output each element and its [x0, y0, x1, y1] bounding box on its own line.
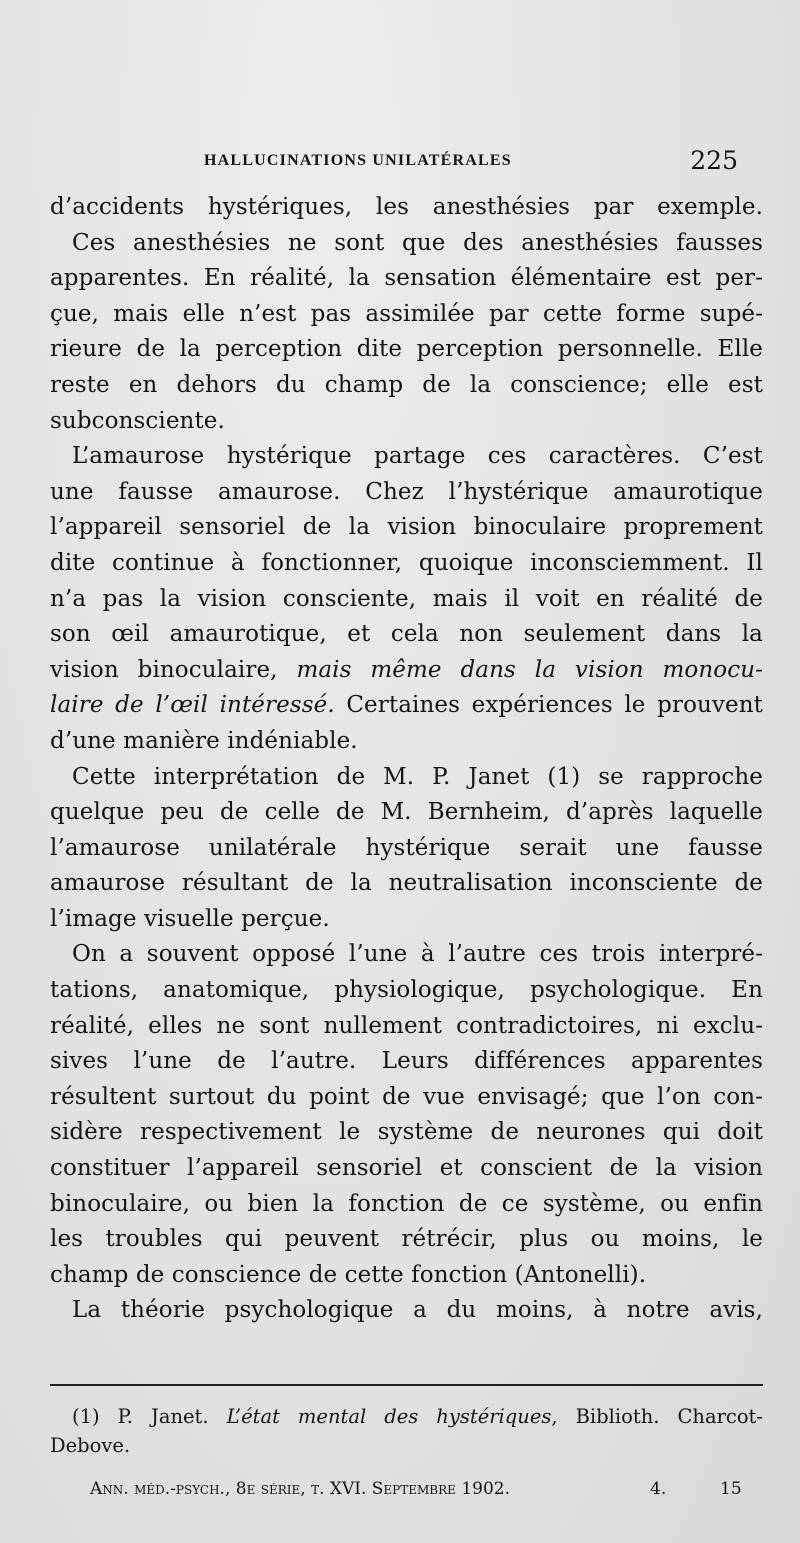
footnote-rule — [50, 1384, 763, 1386]
text-line: tations, anatomique, physiologique, psychologique. En — [50, 977, 763, 1004]
text-line: amaurose résultant de la neutralisation inconsciente de — [50, 870, 763, 897]
text-line: binoculaire, ou bien la fonction de ce système, ou enfin — [50, 1190, 763, 1217]
text-line: d’accidents hystériques, les anesthésies par exemple. — [50, 194, 763, 220]
text-run: Certaines expériences le prouvent — [334, 692, 763, 719]
text-line: champ de conscience de cette fonction (Antonelli). — [50, 1261, 647, 1288]
text-line: constituer l’appareil sensoriel et conscient de la vision — [50, 1155, 763, 1182]
text-line: sives l’une de l’autre. Leurs différences apparentes — [50, 1048, 763, 1075]
text-line-mixed — [50, 688, 763, 724]
running-head — [50, 146, 742, 180]
printer-signature — [90, 1475, 750, 1503]
text-line: La théorie psychologique a du moins, à notre avis, — [72, 1297, 763, 1324]
footnote — [50, 1402, 763, 1460]
text-line: subconsciente. — [50, 407, 225, 434]
page-number: 225 — [690, 146, 738, 175]
footnote-line — [50, 1402, 763, 1431]
text-line: quelque peu de celle de M. Bernheim, d’après laquelle — [50, 799, 763, 826]
running-title: HALLUCINATIONS UNILATÉRALES — [204, 152, 512, 169]
text-line: rieure de la perception dite perception personnelle. Elle — [50, 336, 763, 363]
text-line: résultent surtout du point de vue envisagé; que l’on con- — [50, 1083, 763, 1110]
footnote-prefix: (1) P. Janet. — [72, 1405, 227, 1428]
footnote-title: L’état mental des hystériques — [226, 1405, 552, 1428]
footnote-suffix: , Biblioth. Charcot- — [551, 1405, 763, 1428]
italic-run: mais même dans la vision monocu- — [296, 656, 763, 683]
text-line: n’a pas la vision consciente, mais il voit en réalité de — [50, 585, 763, 612]
text-line: Cette interprétation de M. P. Janet (1) se rapproche — [72, 763, 763, 790]
footnote-line: Debove. — [50, 1434, 131, 1457]
italic-run: laire de l’œil intéressé. — [50, 692, 335, 719]
text-line: l’image visuelle perçue. — [50, 905, 330, 932]
text-line: dite continue à fonctionner, quoique inconsciemment. Il — [50, 549, 763, 576]
signature-number: 4. — [650, 1479, 667, 1499]
text-line: sidère respectivement le système de neurones qui doit — [50, 1119, 763, 1146]
text-line: On a souvent opposé l’une à l’autre ces trois interpré- — [72, 941, 763, 968]
body-text — [50, 190, 763, 1329]
text-line: son œil amaurotique, et cela non seulement dans la — [50, 621, 763, 648]
text-line: l’amaurose unilatérale hystérique serait une fausse — [50, 834, 763, 861]
text-line: apparentes. En réalité, la sensation élémentaire est per- — [50, 265, 763, 292]
text-line: L’amaurose hystérique partage ces caractères. C’est — [72, 443, 763, 470]
text-line: reste en dehors du champ de la conscience; elle est — [50, 371, 763, 398]
text-line: Ces anesthésies ne sont que des anesthésies fausses — [72, 229, 763, 256]
text-line-mixed — [50, 653, 763, 689]
text-line: d’une manière indéniable. — [50, 727, 358, 754]
text-line: réalité, elles ne sont nullement contradictoires, ni exclu- — [50, 1012, 763, 1039]
text-run: vision binoculaire, — [50, 656, 297, 683]
text-line: une fausse amaurose. Chez l’hystérique amaurotique — [50, 478, 763, 505]
text-line: l’appareil sensoriel de la vision binoculaire proprement — [50, 514, 763, 541]
text-line: les troubles qui peuvent rétrécir, plus ou moins, le — [50, 1226, 763, 1253]
journal-reference: Ann. méd.-psych., 8e série, t. XVI. Septembre 1902. — [90, 1479, 510, 1499]
text-line: çue, mais elle n’est pas assimilée par cette forme supé- — [50, 300, 763, 327]
sheet-number: 15 — [720, 1479, 742, 1499]
